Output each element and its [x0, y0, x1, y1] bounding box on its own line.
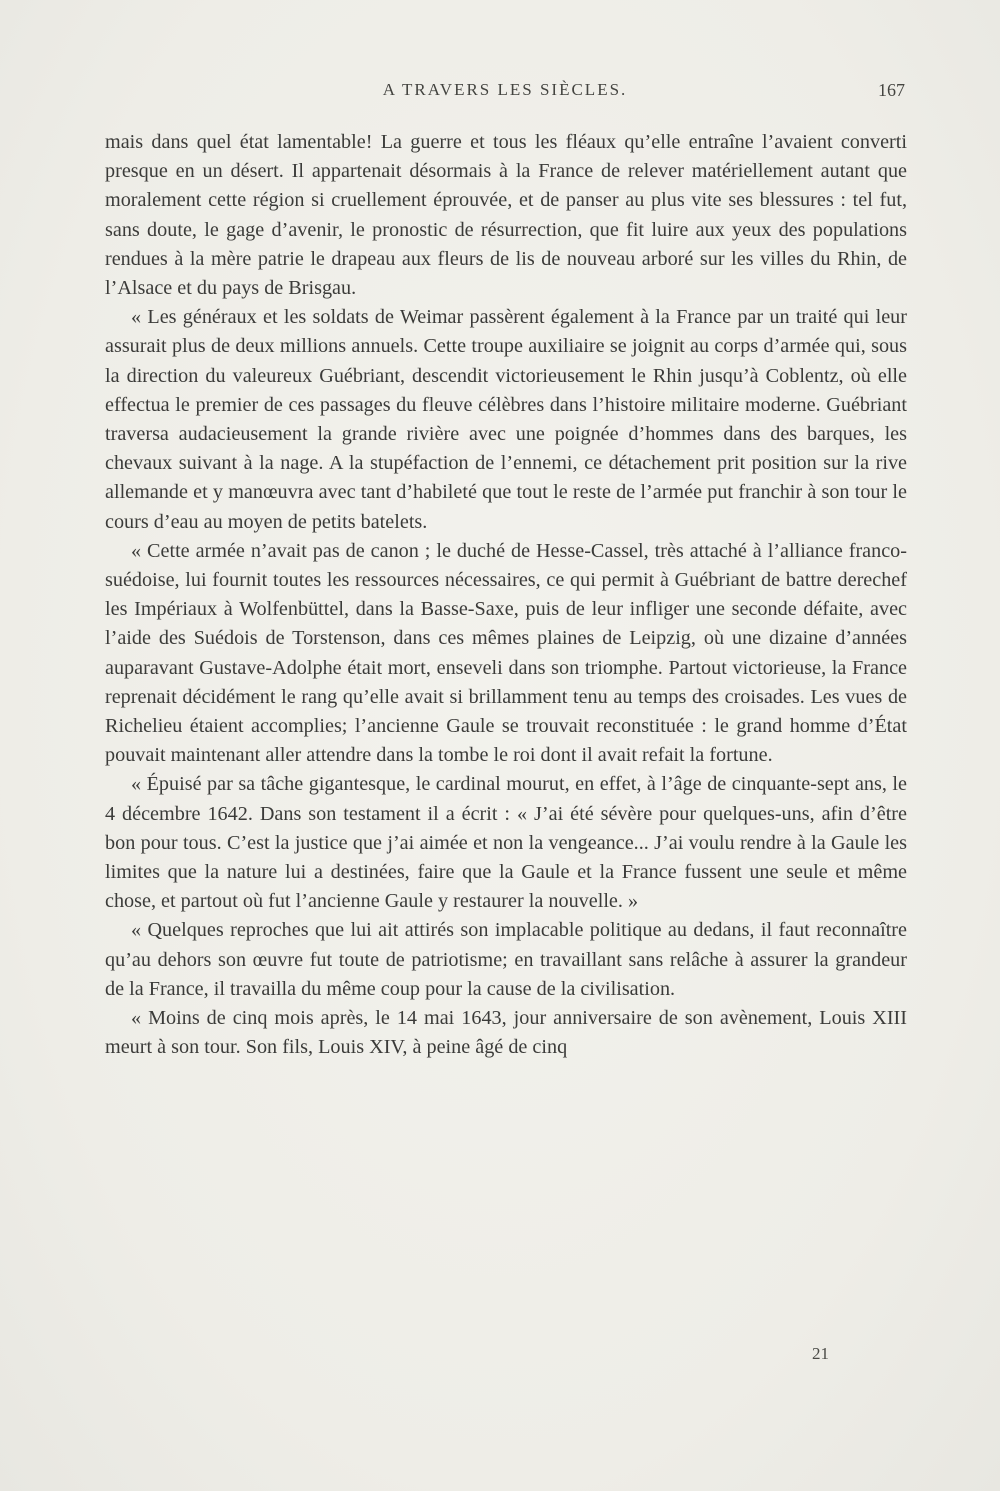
running-head [105, 80, 905, 110]
paragraph-5: « Quelques reproches que lui ait attirés son implacable politique au dedans, il faut reconnaître qu’au dehors son œuvre fut toute de patriotisme; en travaillant sans relâche à assurer la grandeur de la France, il travailla du même coup pour la cause de la civilisation. [105, 919, 907, 1000]
signature-mark: 21 [812, 1344, 829, 1363]
body-text [105, 128, 907, 1063]
running-title: A TRAVERS LES SIÈCLES. [382, 80, 628, 99]
paragraph-1: mais dans quel état lamentable! La guerre et tous les fléaux qu’elle entraîne l’avaient converti presque en un désert. Il appartenait désormais à la France de relever matériellement autant que moralement cette région si cruellement éprouvée, et de panser au plus vite ses blessures : tel fut, sans doute, le gage d’avenir, le pronostic de résurrection, que fit luire aux yeux des populations rendues à la mère patrie le drapeau aux fleurs de lis de nouveau arboré sur les villes du Rhin, de l’Alsace et du pays de Brisgau. [105, 131, 907, 300]
paragraph-2: « Les généraux et les soldats de Weimar passèrent également à la France par un traité qui leur assurait plus de deux millions annuels. Cette troupe auxiliaire se joignit au corps d’armée qui, sous la direction du valeureux Guébriant, descendit victorieusement le Rhin jusqu’à Coblentz, où elle effectua le premier de ces passages du fleuve célèbres dans l’histoire militaire moderne. Guébriant traversa audacieusement la grande rivière avec une poignée d’hommes dans des barques, les chevaux suivant à la nage. A la stupéfaction de l’ennemi, ce détachement prit position sur la rive allemande et y manœuvra avec tant d’habileté que tout le reste de l’armée put franchir à son tour le cours d’eau au moyen de petits batelets. [105, 306, 907, 533]
paragraph-4: « Épuisé par sa tâche gigantesque, le cardinal mourut, en effet, à l’âge de cinquante-sept ans, le 4 décembre 1642. Dans son testament il a écrit : « J’ai été sévère pour quelques-uns, afin d’être bon pour tous. C’est la justice que j’ai aimée et non la vengeance... J’ai voulu rendre à la Gaule les limites que la nature lui a destinées, faire que la Gaule et la France fussent une seule et même chose, et partout où fut l’ancienne Gaule y restaurer la nouvelle. » [105, 773, 907, 913]
page-number: 167 [878, 80, 905, 100]
paragraph-6: « Moins de cinq mois après, le 14 mai 1643, jour anniversaire de son avènement, Louis XIII meurt à son tour. Son fils, Louis XIV, à peine âgé de cinq [105, 1007, 907, 1059]
paragraph-3: « Cette armée n’avait pas de canon ; le duché de Hesse-Cassel, très attaché à l’alliance franco-suédoise, lui fournit toutes les ressources nécessaires, ce qui permit à Guébriant de battre derechef les Impériaux à Wolfenbüttel, dans la Basse-Saxe, puis de leur infliger une seconde défaite, avec l’aide des Suédois de Torstenson, dans ces mêmes plaines de Leipzig, où une dizaine d’années auparavant Gustave-Adolphe était mort, enseveli dans son triomphe. Partout victorieuse, la France reprenait décidément le rang qu’elle avait si brillamment tenu au temps des croisades. Les vues de Richelieu étaient accomplies; l’ancienne Gaule se trouvait reconstituée : le grand homme d’État pouvait maintenant aller attendre dans la tombe le roi dont il avait refait la fortune. [105, 539, 907, 767]
